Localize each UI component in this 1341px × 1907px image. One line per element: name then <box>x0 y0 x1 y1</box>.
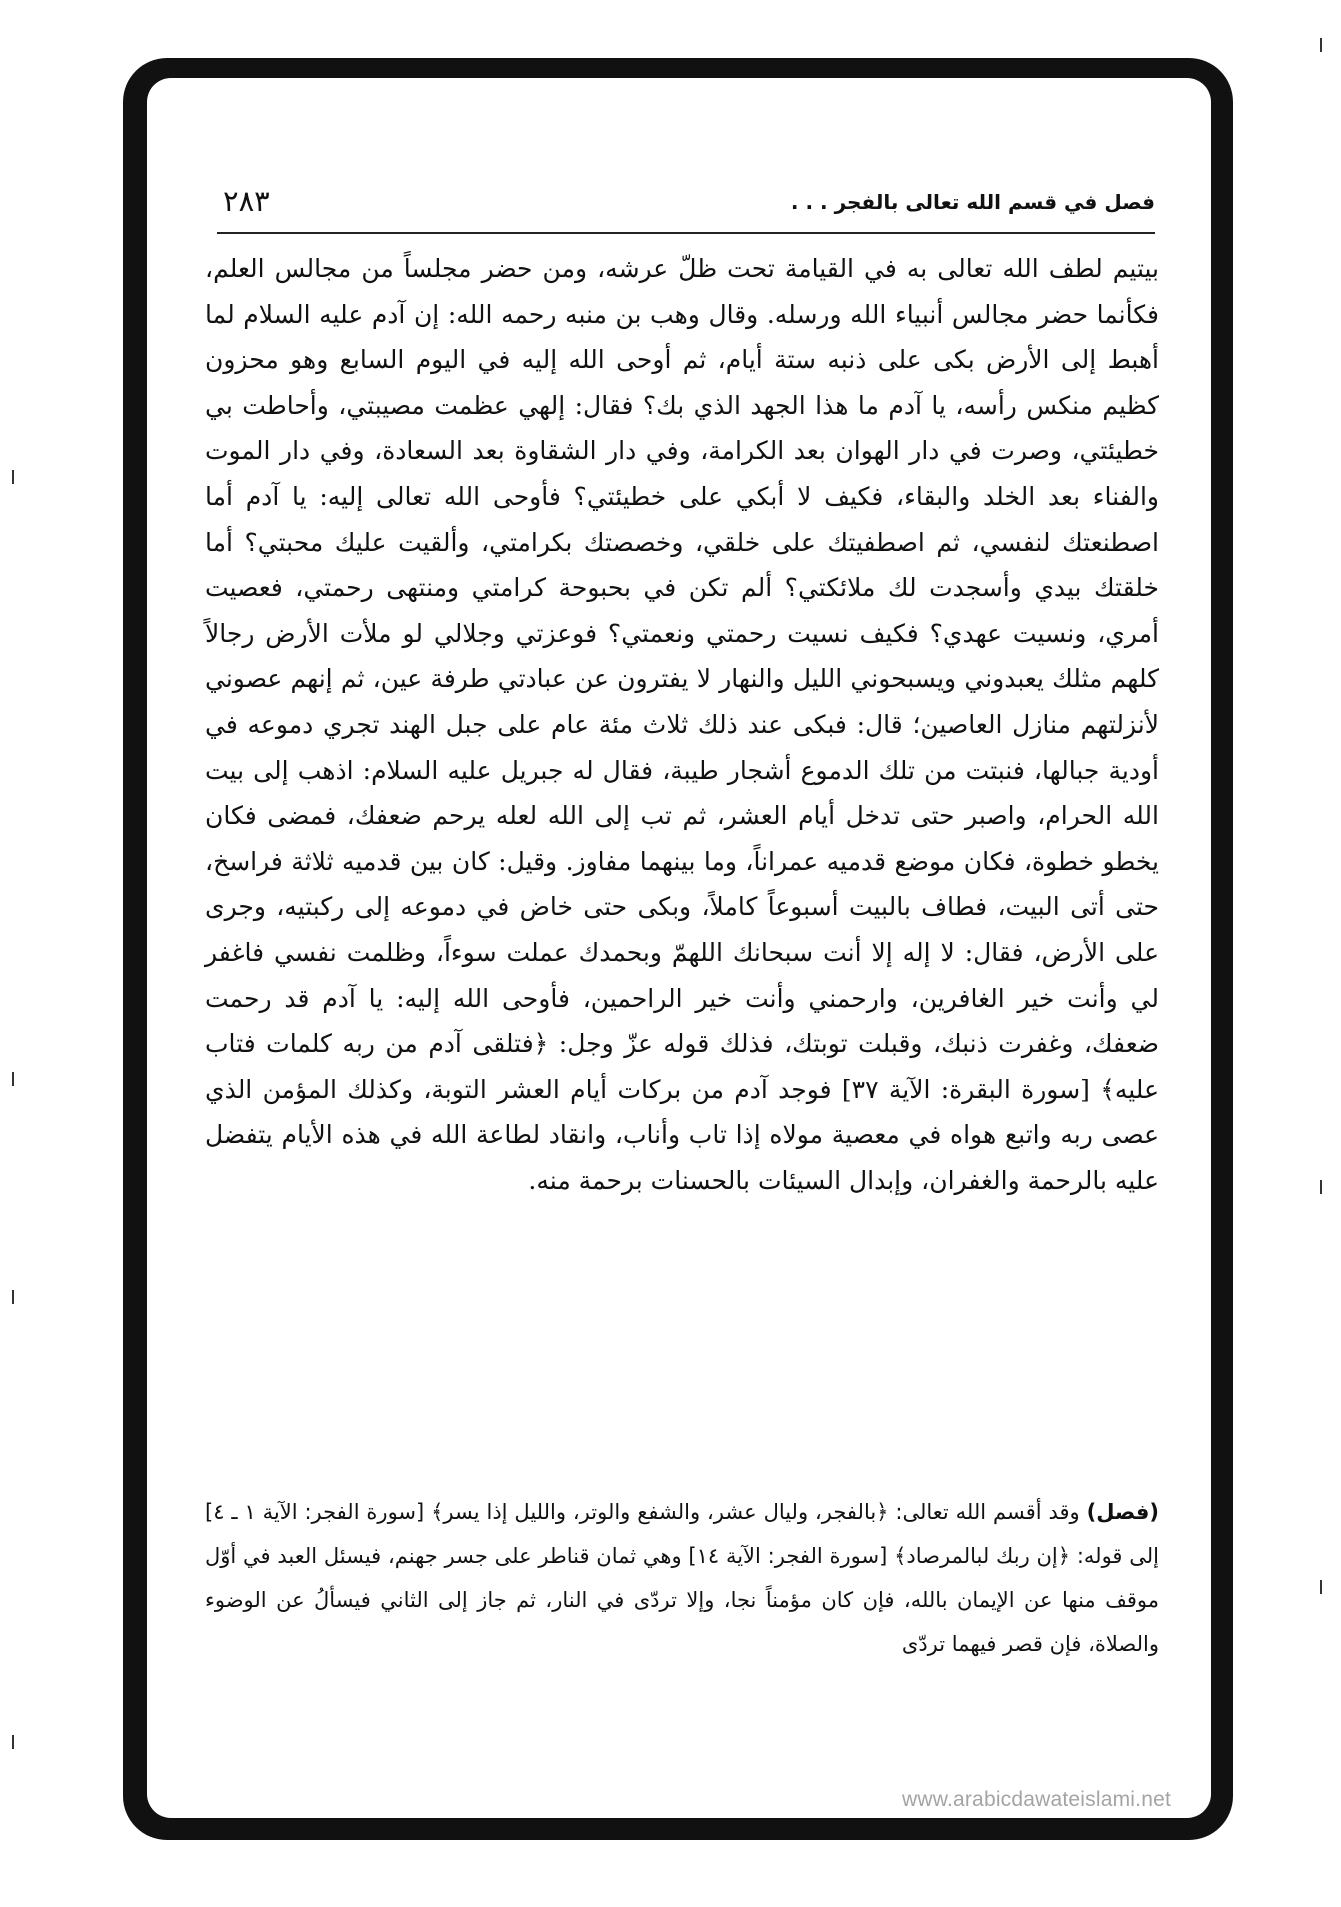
page-frame <box>123 58 1233 1840</box>
chapter-title: فصل في قسم الله تعالى بالفجر . . . <box>790 190 1155 214</box>
watermark: www.arabicdawateislami.net <box>902 1788 1171 1811</box>
main-text <box>205 246 1159 1203</box>
section-label: (فصل) <box>1086 1500 1159 1524</box>
paragraph: بيتيم لطف الله تعالى به في القيامة تحت ظلّ عرشه، ومن حضر مجلساً من مجالس العلم، فكأنما حضر مجالس أنبياء الله ورسله. وقال وهب بن منبه رحمه الله: إن آدم عليه السلام لما أهبط إلى الأرض بكى على ذنبه ستة أيام، ثم أوحى الله إليه في اليوم السابع وهو محزون كظيم منكس رأسه، يا آدم ما هذا الجهد الذي بك؟ فقال: إلهي عظمت مصيبتي، وأحاطت بي خطيئتي، وصرت في دار الهوان بعد الكرامة، وفي دار الشقاوة بعد السعادة، وفي دار الموت والفناء بعد الخلد والبقاء، فكيف لا أبكي على خطيئتي؟ فأوحى الله تعالى إليه: يا آدم أما اصطنعتك لنفسي، ثم اصطفيتك على خلقي، وخصصتك بكرامتي، وألقيت عليك محبتي؟ أما خلقتك بيدي وأسجدت لك ملائكتي؟ ألم تكن في بحبوحة كرامتي ومنتهى رحمتي، فعصيت أمري، ونسيت عهدي؟ فكيف نسيت رحمتي ونعمتي؟ فوعزتي وجلالي لو ملأت الأرض رجالاً كلهم مثلك يعبدوني ويسبحوني الليل والنهار لا يفترون عن عبادتي طرفة عين، ثم إنهم عصوني لأنزلتهم منازل العاصين؛ قال: فبكى عند ذلك ثلاث مئة عام على جبل الهند تجري دموعه في أودية جبالها، فنبتت من تلك الدموع أشجار طيبة، فقال له جبريل عليه السلام: اذهب إلى بيت الله الحرام، واصبر حتى تدخل أيام العشر، ثم تب إلى الله لعله يرحم ضعفك، فمضى فكان يخطو خطوة، فكان موضع قدميه عمراناً، وما بينهما مفاوز. وقيل: كان بين قدميه ثلاثة فراسخ، حتى أتى البيت، فطاف بالبيت أسبوعاً كاملاً، وبكى حتى خاض في دموعه إلى ركبتيه، وجرى على الأرض، فقال: لا إله إلا أنت سبحانك اللهمّ وبحمدك عملت سوءاً، وظلمت نفسي فاغفر لي وأنت خير الغافرين، وارحمني وأنت خير الراحمين، فأوحى الله إليه: يا آدم قد رحمت ضعفك، وغفرت ذنبك، وقبلت توبتك، فذلك قوله عزّ وجل: ﴿فتلقى آدم من ربه كلمات فتاب عليه﴾ [سورة البقرة: الآية ٣٧] فوجد آدم من بركات أيام العشر التوبة، وكذلك المؤمن الذي عصى ربه واتبع هواه في معصية مولاه إذا تاب وأناب، وانقاد لطاعة الله في هذه الأيام يتفضل عليه بالرحمة والغفران، وإبدال السيئات بالحسنات برحمة منه. <box>205 254 1159 1195</box>
section-text <box>205 1490 1159 1666</box>
book-page <box>147 78 1211 1818</box>
section-paragraph <box>205 1490 1159 1666</box>
section-body: وقد أقسم الله تعالى: ﴿بالفجر، وليال عشر، والشفع والوتر، والليل إذا يسر﴾ [سورة الفجر: الآية ١ ـ ٤] إلى قوله: ﴿إن ربك لبالمرصاد﴾ [سورة الفجر: الآية ١٤] وهي ثمان قناطر على جسر جهنم، فيسئل العبد في أوّل موقف منها عن الإيمان بالله، فإن كان مؤمناً نجا، وإلا تردّى في النار، ثم جاز إلى الثاني فيسألُ عن الوضوء والصلاة، فإن قصر فيهما تردّى <box>205 1500 1159 1656</box>
scan-mark <box>12 1735 14 1749</box>
running-header <box>217 186 1155 234</box>
page-number: ٢٨٣ <box>223 184 270 218</box>
scan-mark <box>1320 1580 1322 1594</box>
scan-mark <box>1320 38 1322 52</box>
scan-mark <box>12 1072 14 1086</box>
scan-mark <box>1320 1180 1322 1194</box>
scan-mark <box>12 1290 14 1304</box>
scan-mark <box>12 470 14 484</box>
